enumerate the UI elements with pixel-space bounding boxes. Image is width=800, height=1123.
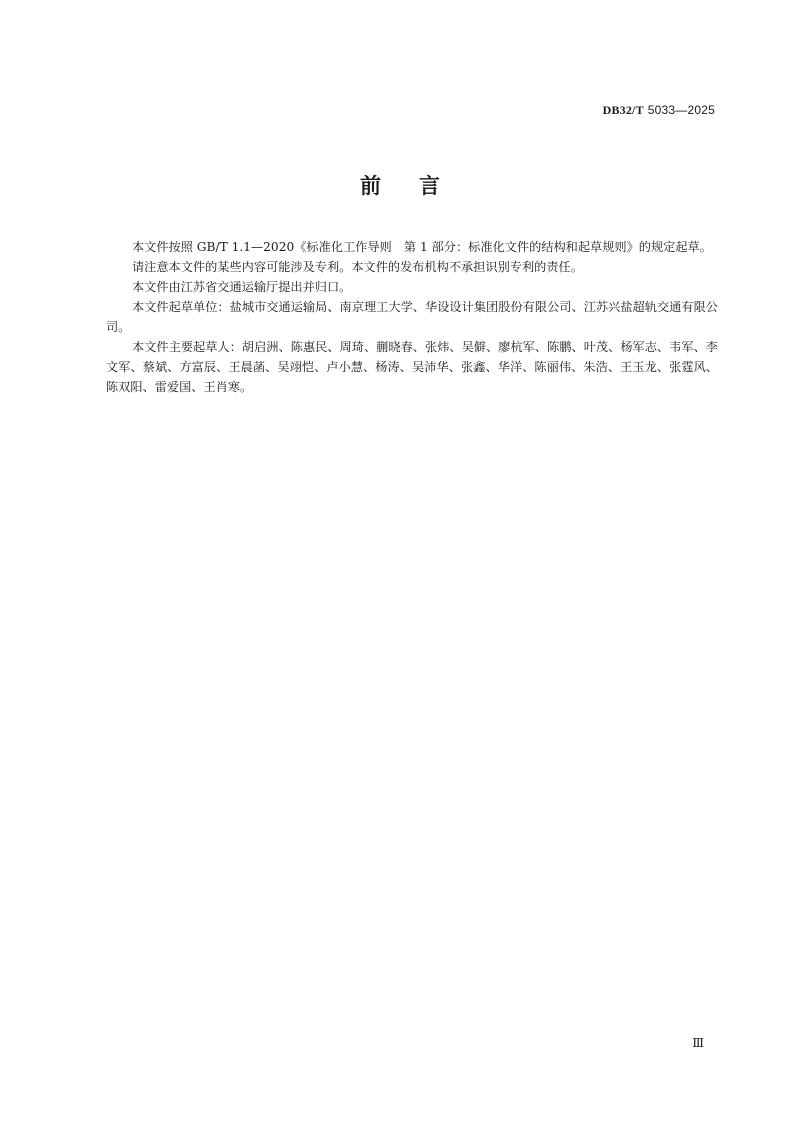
paragraph-drafters: 本文件主要起草人：胡启洲、陈惠民、周琦、蒯晓春、张炜、吴僻、廖杭军、陈鹏、叶茂、杨军志、韦军、李文军、蔡斌、方富辰、王晨菡、吴翊恺、卢小慧、杨涛、吴沛华、张鑫、华洋、陈丽伟、朱浩、王玉龙、张霆风、陈双阳、雷爱国、王肖寒。 bbox=[106, 340, 718, 394]
document-code: DB32/T bbox=[602, 103, 644, 117]
document-number bbox=[603, 103, 715, 118]
paragraph-proposer: 本文件由江苏省交通运输厅提出并归口。 bbox=[132, 280, 352, 294]
page-number: Ⅲ bbox=[692, 1036, 704, 1050]
paragraph-drafting-units: 本文件起草单位：盐城市交通运输局、南京理工大学、华设设计集团股份有限公司、江苏兴盐超轨交通有限公司。 bbox=[106, 300, 718, 334]
document-serial: 5033—2025 bbox=[647, 103, 715, 117]
paragraph-drafting-rules: 本文件按照 GB/T 1.1—2020《标准化工作导则 第 1 部分：标准化文件的结构和起草规则》的规定起草。 bbox=[132, 240, 712, 254]
foreword-body bbox=[106, 237, 718, 397]
section-title: 前言 bbox=[360, 174, 478, 198]
paragraph-patent-notice: 请注意本文件的某些内容可能涉及专利。本文件的发布机构不承担识别专利的责任。 bbox=[132, 260, 583, 274]
